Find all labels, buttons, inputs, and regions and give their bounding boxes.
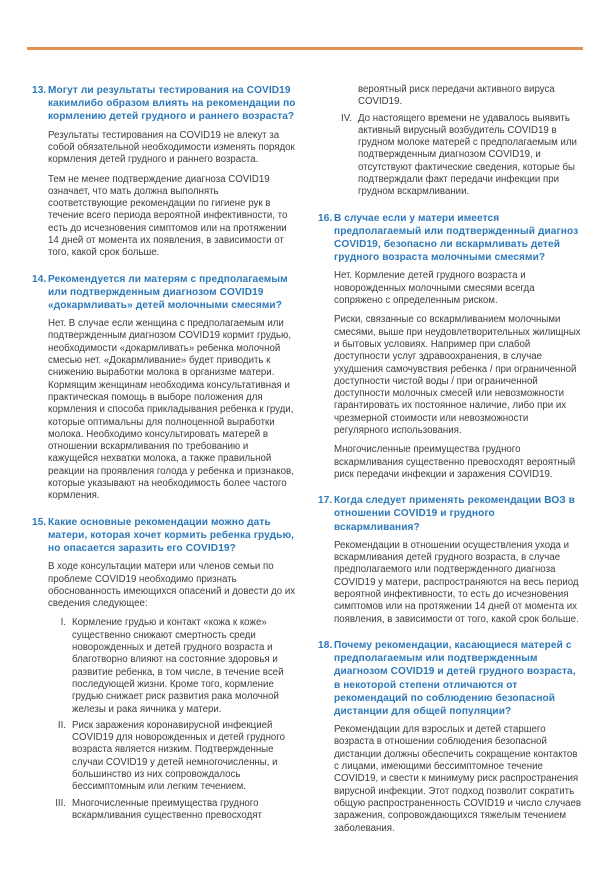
question-16-title: В случае если у матери имеется предполагаемый или подтвержденный диагноз COVID19, безопасно ли вскармливать детей грудного возраста молочными смесями? (334, 212, 579, 264)
roman-text-2: Риск заражения коронавирусной инфекцией COVID19 для новорожденных и детей грудного возраста является низким. Подтвержденные случаи COVID19 у детей немногочисленны, и большинство из них сопровождалось бессимптомным или легким течением. (72, 719, 286, 793)
roman-list-item-3 (32, 798, 300, 823)
roman-list-item-4 (318, 113, 583, 199)
top-rule-divider (27, 47, 583, 50)
roman-numeral-1: I. (60, 617, 66, 629)
question-13-number: 13. (32, 85, 47, 96)
question-13 (32, 84, 300, 124)
question-18-title: Почему рекомендации, касающиеся матерей с предполагаемым или подтвержденным диагнозом COVID19 и детей грудного возраста, в некоторой степени отличаются от рекомендаций по соблюдению безопасной дистанции для общей популяции? (334, 639, 576, 717)
roman-text-3: Многочисленные преимущества грудного вскармливания существенно превосходят (72, 797, 262, 821)
answer-18-paragraph: Рекомендации для взрослых и детей старшего возраста в отношении соблюдения безопасной дистанции должны обеспечить сокращение контактов с лицами, имеющими бессимптомное течение COVID19, и свести к минимуму риск распространения вирусной инфекции. Этот подход позволит сократить общую распространенность COVID19 и число случаев заражения, сопровождающихся тяжелым течением заболевания. (334, 724, 582, 834)
roman-numeral-3: III. (55, 797, 66, 809)
question-17-number: 17. (318, 495, 333, 507)
question-14-number: 14. (32, 273, 47, 285)
question-13-title: Могут ли результаты тестирования на COVID19 какимлибо образом влиять на рекомендации по кормлению детей грудного и раннего возраста? (48, 85, 296, 123)
answer-13-paragraph-1: Результаты тестирования на COVID19 не влекут за собой обязательной необходимости изменять порядок кормления детей грудного и раннего возраста. (48, 129, 295, 166)
question-17 (318, 494, 583, 534)
roman-text-3-continuation: вероятный риск передачи активного вируса COVID19. (358, 84, 555, 108)
answer-17-paragraph: Рекомендации в отношении осуществления ухода и вскармливания детей грудного возраста, в случае предполагаемого или подтвержденного диагноза COVID19 у матери, распространяются на весь период вероятной инфективности, то есть до исчезновения симптомов или на протяжении 14 дней от момента их появления, в зависимости от того, какой срок больше. (334, 539, 579, 625)
question-16-number: 16. (318, 212, 333, 224)
answer-16-paragraph-1: Нет. Кормление детей грудного возраста и новорожденных молочными смесями всегда сопряжено с определенным риском. (334, 270, 535, 307)
right-column (318, 84, 583, 842)
roman-numeral-4: IV. (341, 112, 352, 124)
answer-16-paragraph-3: Многочисленные преимущества грудного вскармливания существенно превосходят вероятный риск передачи инфекции и заражения COVID19. (334, 444, 576, 480)
question-14-title: Рекомендуется ли матерям с предполагаемым или подтвержденным диагнозом COVID19 «докармливать» детей молочными смесями? (48, 273, 288, 311)
answer-16-paragraph-2: Риски, связанные со вскармливанием молочными смесями, выше при неудовлетворительных жилищных и бытовых условиях. Например при слабой доступности услуг здравоохранения, в случае ухудшения самочувствия ребенка / при ограниченной доступности чистой воды / при ограниченной доступности молочных смесей или невозможности гарантировать их постоянное наличие, либо при их чрезмерной стоимости или невозможности регулярного использования. (334, 314, 581, 437)
question-15-number: 15. (32, 516, 47, 528)
page-content (32, 84, 583, 842)
question-15-title: Какие основные рекомендации можно дать матери, которая хочет кормить ребенка грудью, но опасается заразить его COVID19? (48, 516, 295, 555)
question-15 (32, 516, 300, 556)
answer-15-intro: В ходе консультации матери или членов семьи по проблеме COVID19 необходимо признать обоснованность имеющихся опасений и довести до их сведения следующее: (48, 561, 296, 610)
roman-text-4: До настоящего времени не удавалось выявить активный вирусный возбудитель COVID19 в грудном молоке матерей с предполагаемым или подтвержденным диагнозом COVID19, и отсутствуют фактические сведения, которые бы подтверждали факт передачи инфекции при грудном вскармливании. (358, 112, 577, 198)
question-14 (32, 273, 300, 313)
question-18-number: 18. (318, 639, 333, 651)
roman-list-item-1 (32, 617, 300, 715)
answer-13-paragraph-2: Тем не менее подтверждение диагноза COVID19 означает, что мать должна выполнять соответствующие рекомендации по гигиене рук в течение всего периода вероятной инфективности, то есть до исчезновения симптомов или на протяжении 14 дней от момента их появления, в зависимости от того, какой срок больше. (48, 173, 288, 259)
roman-list-item-2 (32, 720, 300, 794)
roman-numeral-2: II. (57, 719, 66, 731)
roman-text-1: Кормление грудью и контакт «кожа к коже» существенно снижают смертность среди новорожденных и детей грудного возраста и благотворно влияют на состояние здоровья и развитие ребенка, в том числе, в течение всей последующей жизни. Кроме того, кормление грудью снижает риск развития рака молочной железы и рака яичника у матери. (72, 617, 284, 715)
question-18 (318, 639, 583, 718)
left-column (32, 84, 300, 842)
question-17-title: Когда следует применять рекомендации ВОЗ в отношении COVID19 и грудного вскармливания? (334, 495, 575, 533)
question-16 (318, 212, 583, 265)
answer-14-paragraph: Нет. В случае если женщина с предполагаемым или подтвержденным диагнозом COVID19 кормит грудью, необходимости «докармливать» ребенка молочной смесью нет. «Докармливание» будет приводить к снижению выработки молока в организме матери. Кормящим женщинам необходима консультативная и практическая помощь в выборе положения для кормления и способа прикладывания ребенка к груди, которые оптимальны для полноценной выработки молока. Необходимо консультировать матерей в отношении вскармливания по требованию и кажущейся нехватки молока, а также правильной реакции на проявления голода у ребенка и признаков, которые указывают на необходимость более частого кормления. (48, 318, 294, 502)
